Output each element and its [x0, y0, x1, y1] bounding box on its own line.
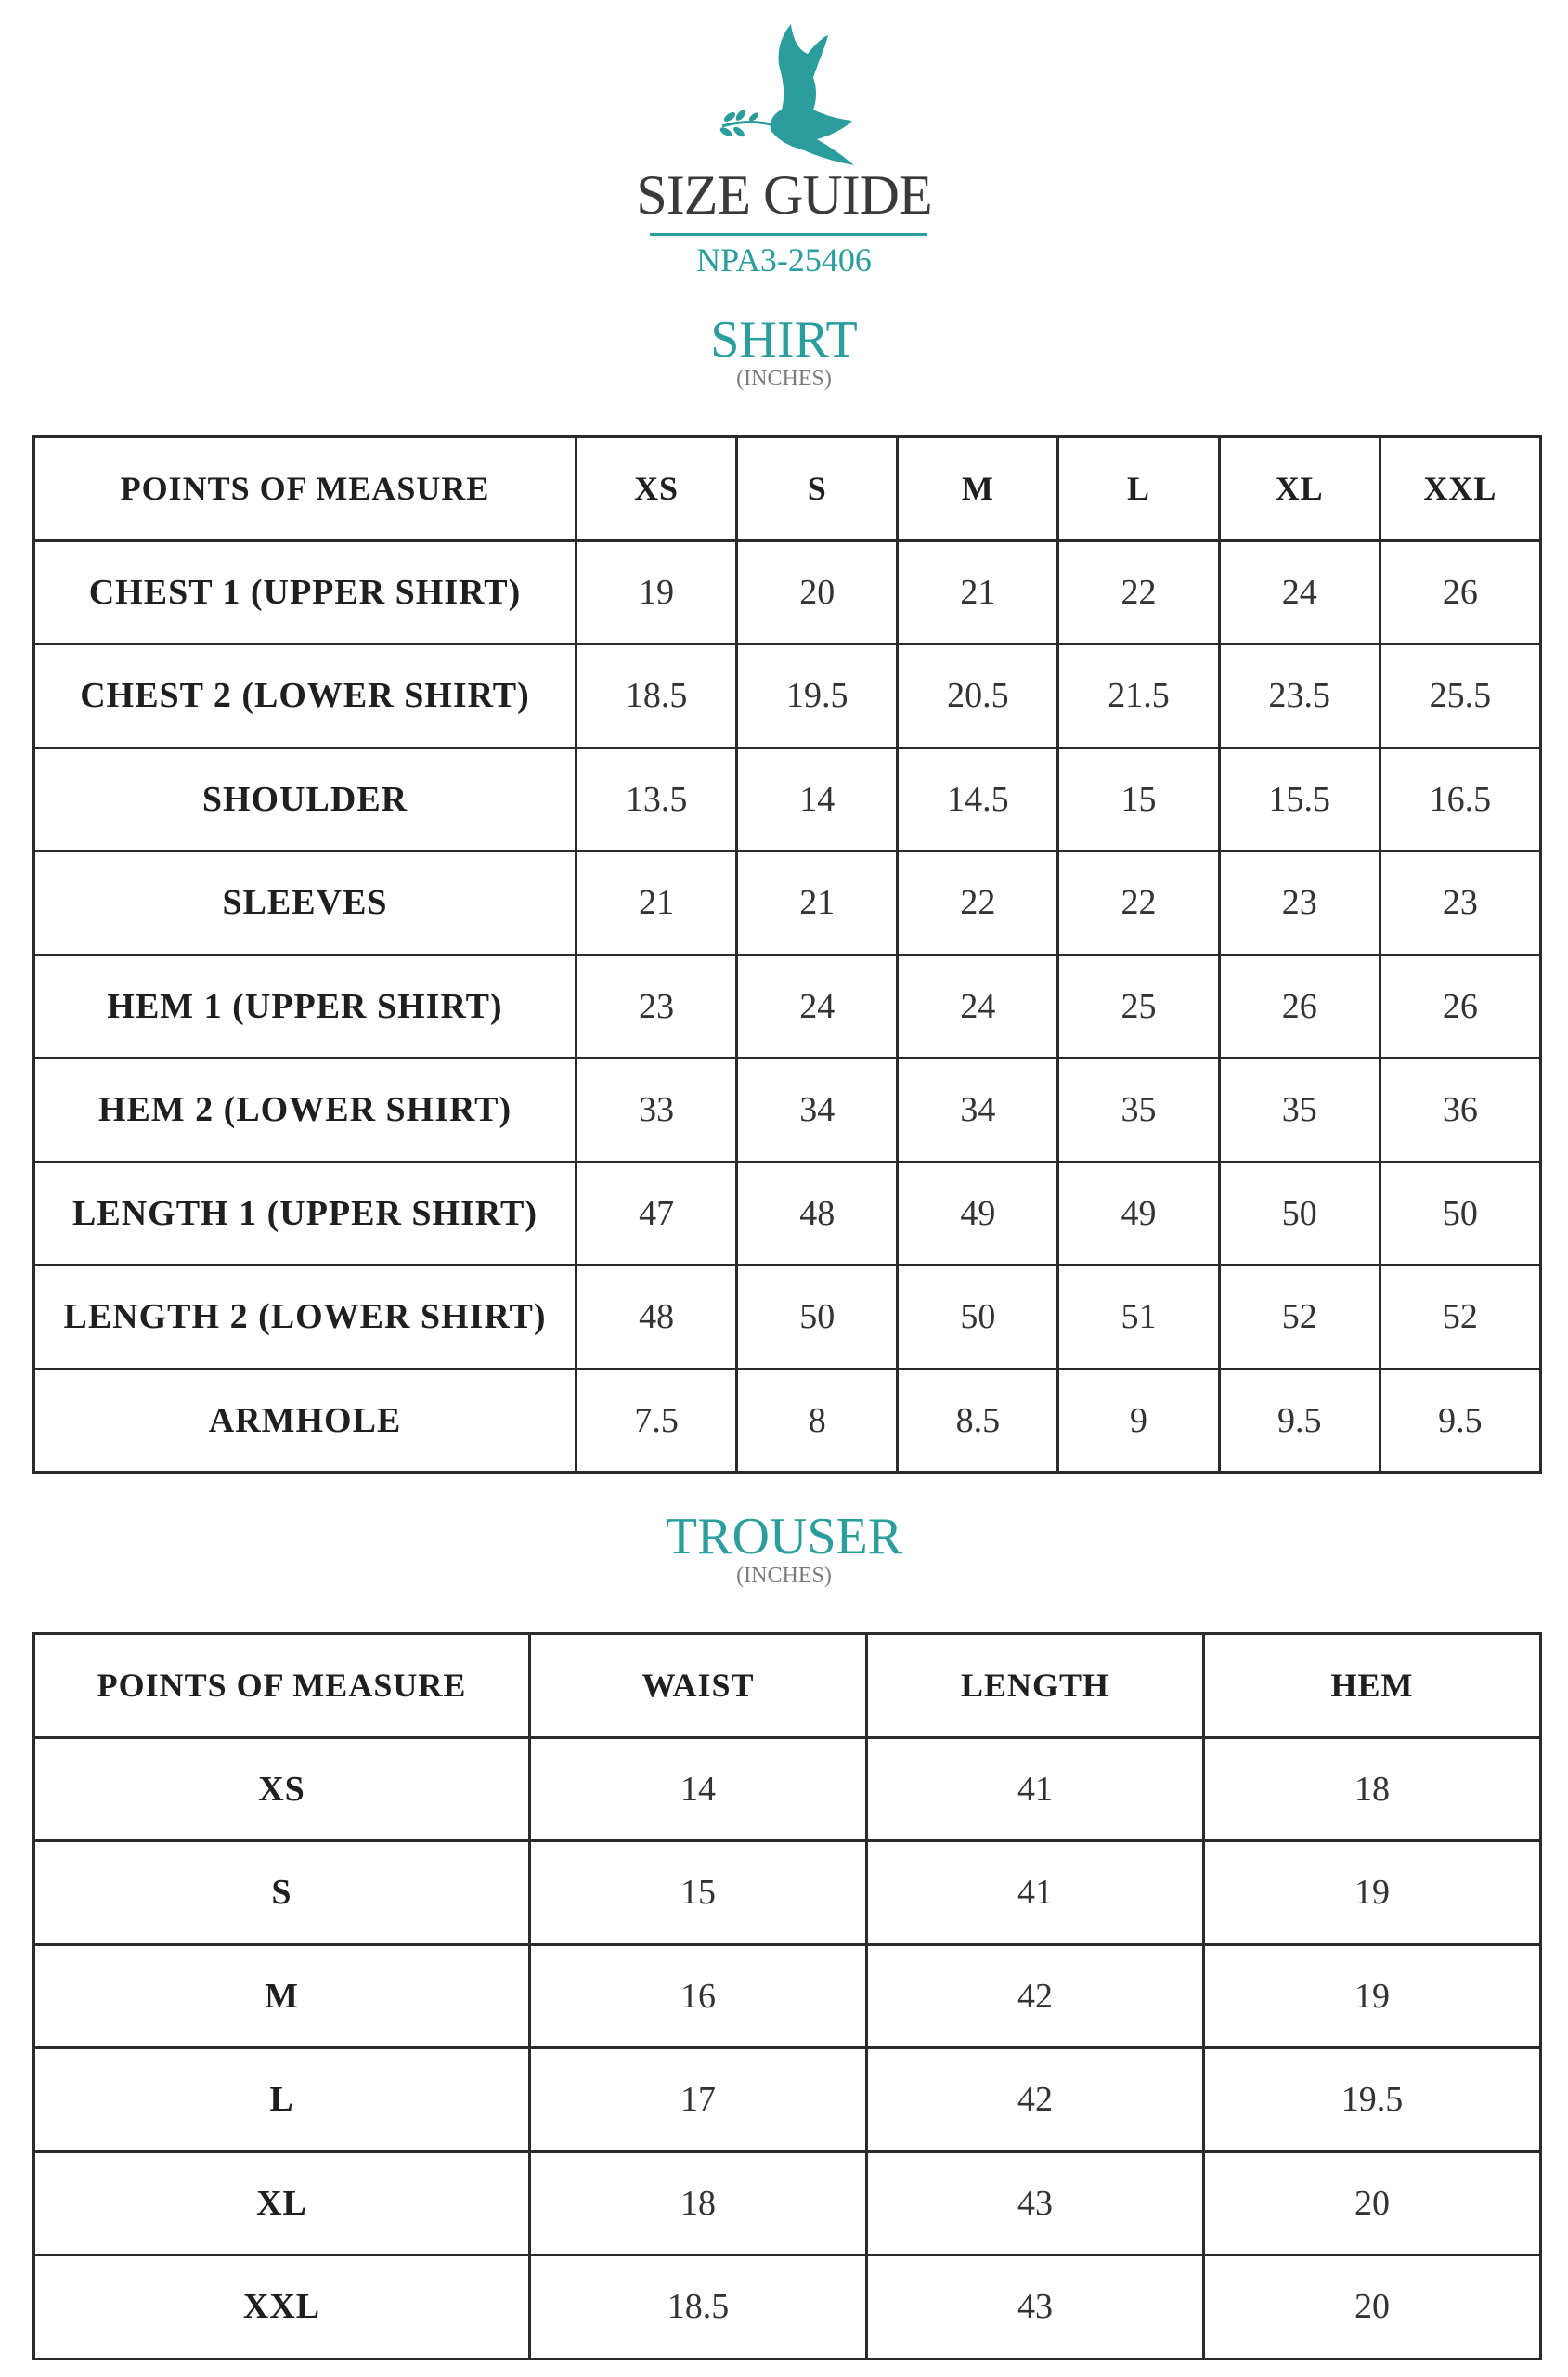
column-header: POINTS OF MEASURE [34, 1634, 530, 1738]
row-label: L [34, 2048, 530, 2152]
table-header-row [34, 437, 1541, 541]
column-header: HEM [1204, 1634, 1541, 1738]
table-cell: 19 [1204, 1841, 1541, 1945]
table-cell: 35 [1219, 1059, 1380, 1163]
table-row [34, 1162, 1541, 1266]
trouser-section-title: TROUSER [665, 1508, 903, 1565]
shirt-section-title: SHIRT [710, 311, 858, 369]
table-cell: 19.5 [737, 644, 898, 748]
row-label: M [34, 1944, 530, 2048]
table-cell: 50 [1219, 1162, 1380, 1266]
column-header: L [1058, 437, 1219, 541]
row-label: XS [34, 1737, 530, 1841]
table-cell: 34 [898, 1059, 1058, 1163]
row-label: ARMHOLE [34, 1369, 577, 1473]
row-label: LENGTH 1 (UPPER SHIRT) [34, 1162, 577, 1266]
title-divider [650, 233, 927, 236]
table-cell: 25 [1058, 955, 1219, 1059]
column-header: XS [577, 437, 737, 541]
table-cell: 26 [1219, 955, 1380, 1059]
table-cell: 15 [1058, 747, 1219, 851]
table-cell: 20 [1204, 2151, 1541, 2255]
table-cell: 34 [737, 1059, 898, 1163]
product-code: NPA3-25406 [696, 241, 872, 279]
table-header-row [34, 1634, 1541, 1738]
column-header: M [898, 437, 1058, 541]
table-cell: 7.5 [577, 1369, 737, 1473]
trouser-unit-label: (INCHES) [736, 1564, 832, 1588]
size-guide-title: SIZE GUIDE [636, 164, 932, 226]
table-row [34, 1737, 1541, 1841]
table-cell: 16 [530, 1944, 867, 2048]
table-cell: 19.5 [1204, 2048, 1541, 2152]
table-cell: 48 [577, 1266, 737, 1370]
table-cell: 21 [577, 851, 737, 955]
table-cell: 42 [867, 1944, 1204, 2048]
table-cell: 18 [530, 2151, 867, 2255]
table-row [34, 2048, 1541, 2152]
table-cell: 48 [737, 1162, 898, 1266]
shirt-unit-label: (INCHES) [736, 367, 832, 391]
column-header: XXL [1380, 437, 1540, 541]
table-cell: 9.5 [1380, 1369, 1540, 1473]
row-label: CHEST 1 (UPPER SHIRT) [34, 540, 577, 644]
table-cell: 26 [1380, 955, 1540, 1059]
table-cell: 50 [1380, 1162, 1540, 1266]
table-cell: 14 [737, 747, 898, 851]
table-cell: 22 [1058, 851, 1219, 955]
table-cell: 52 [1219, 1266, 1380, 1370]
table-cell: 13.5 [577, 747, 737, 851]
column-header: XL [1219, 437, 1380, 541]
table-cell: 26 [1380, 540, 1540, 644]
row-label: SHOULDER [34, 747, 577, 851]
table-cell: 14 [530, 1737, 867, 1841]
table-cell: 50 [898, 1266, 1058, 1370]
table-cell: 15.5 [1219, 747, 1380, 851]
table-cell: 21 [898, 540, 1058, 644]
table-cell: 23 [1219, 851, 1380, 955]
table-cell: 9.5 [1219, 1369, 1380, 1473]
table-row [34, 2151, 1541, 2255]
column-header: S [737, 437, 898, 541]
table-cell: 22 [898, 851, 1058, 955]
table-cell: 23 [1380, 851, 1540, 955]
dove-logo-icon [713, 17, 862, 175]
row-label: HEM 1 (UPPER SHIRT) [34, 955, 577, 1059]
row-label: SLEEVES [34, 851, 577, 955]
table-cell: 25.5 [1380, 644, 1540, 748]
row-label: XL [34, 2151, 530, 2255]
column-header: POINTS OF MEASURE [34, 437, 577, 541]
table-row [34, 540, 1541, 644]
column-header: WAIST [530, 1634, 867, 1738]
table-cell: 18.5 [530, 2255, 867, 2359]
shirt-size-table [32, 435, 1542, 1474]
table-cell: 22 [1058, 540, 1219, 644]
table-cell: 20 [737, 540, 898, 644]
table-row [34, 1059, 1541, 1163]
table-row [34, 747, 1541, 851]
table-cell: 36 [1380, 1059, 1540, 1163]
table-cell: 16.5 [1380, 747, 1540, 851]
table-row [34, 1266, 1541, 1370]
table-cell: 24 [898, 955, 1058, 1059]
table-cell: 19 [577, 540, 737, 644]
table-cell: 41 [867, 1841, 1204, 1945]
column-header: LENGTH [867, 1634, 1204, 1738]
table-row [34, 2255, 1541, 2359]
table-cell: 18 [1204, 1737, 1541, 1841]
table-cell: 24 [1219, 540, 1380, 644]
table-cell: 24 [737, 955, 898, 1059]
table-cell: 20.5 [898, 644, 1058, 748]
table-cell: 20 [1204, 2255, 1541, 2359]
row-label: LENGTH 2 (LOWER SHIRT) [34, 1266, 577, 1370]
table-cell: 52 [1380, 1266, 1540, 1370]
table-cell: 14.5 [898, 747, 1058, 851]
table-cell: 43 [867, 2255, 1204, 2359]
table-cell: 47 [577, 1162, 737, 1266]
row-label: CHEST 2 (LOWER SHIRT) [34, 644, 577, 748]
table-cell: 33 [577, 1059, 737, 1163]
table-row [34, 1369, 1541, 1473]
row-label: HEM 2 (LOWER SHIRT) [34, 1059, 577, 1163]
table-row [34, 955, 1541, 1059]
table-cell: 8.5 [898, 1369, 1058, 1473]
row-label: XXL [34, 2255, 530, 2359]
trouser-size-table [32, 1632, 1542, 2360]
table-cell: 49 [1058, 1162, 1219, 1266]
table-cell: 8 [737, 1369, 898, 1473]
table-row [34, 851, 1541, 955]
table-cell: 51 [1058, 1266, 1219, 1370]
table-cell: 23 [577, 955, 737, 1059]
row-label: S [34, 1841, 530, 1945]
table-cell: 18.5 [577, 644, 737, 748]
table-cell: 42 [867, 2048, 1204, 2152]
table-cell: 21 [737, 851, 898, 955]
table-row [34, 1841, 1541, 1945]
table-cell: 23.5 [1219, 644, 1380, 748]
table-cell: 50 [737, 1266, 898, 1370]
table-cell: 15 [530, 1841, 867, 1945]
table-cell: 43 [867, 2151, 1204, 2255]
table-row [34, 1944, 1541, 2048]
table-cell: 17 [530, 2048, 867, 2152]
table-cell: 9 [1058, 1369, 1219, 1473]
table-cell: 19 [1204, 1944, 1541, 2048]
table-row [34, 644, 1541, 748]
table-cell: 49 [898, 1162, 1058, 1266]
table-cell: 35 [1058, 1059, 1219, 1163]
table-cell: 21.5 [1058, 644, 1219, 748]
table-cell: 41 [867, 1737, 1204, 1841]
